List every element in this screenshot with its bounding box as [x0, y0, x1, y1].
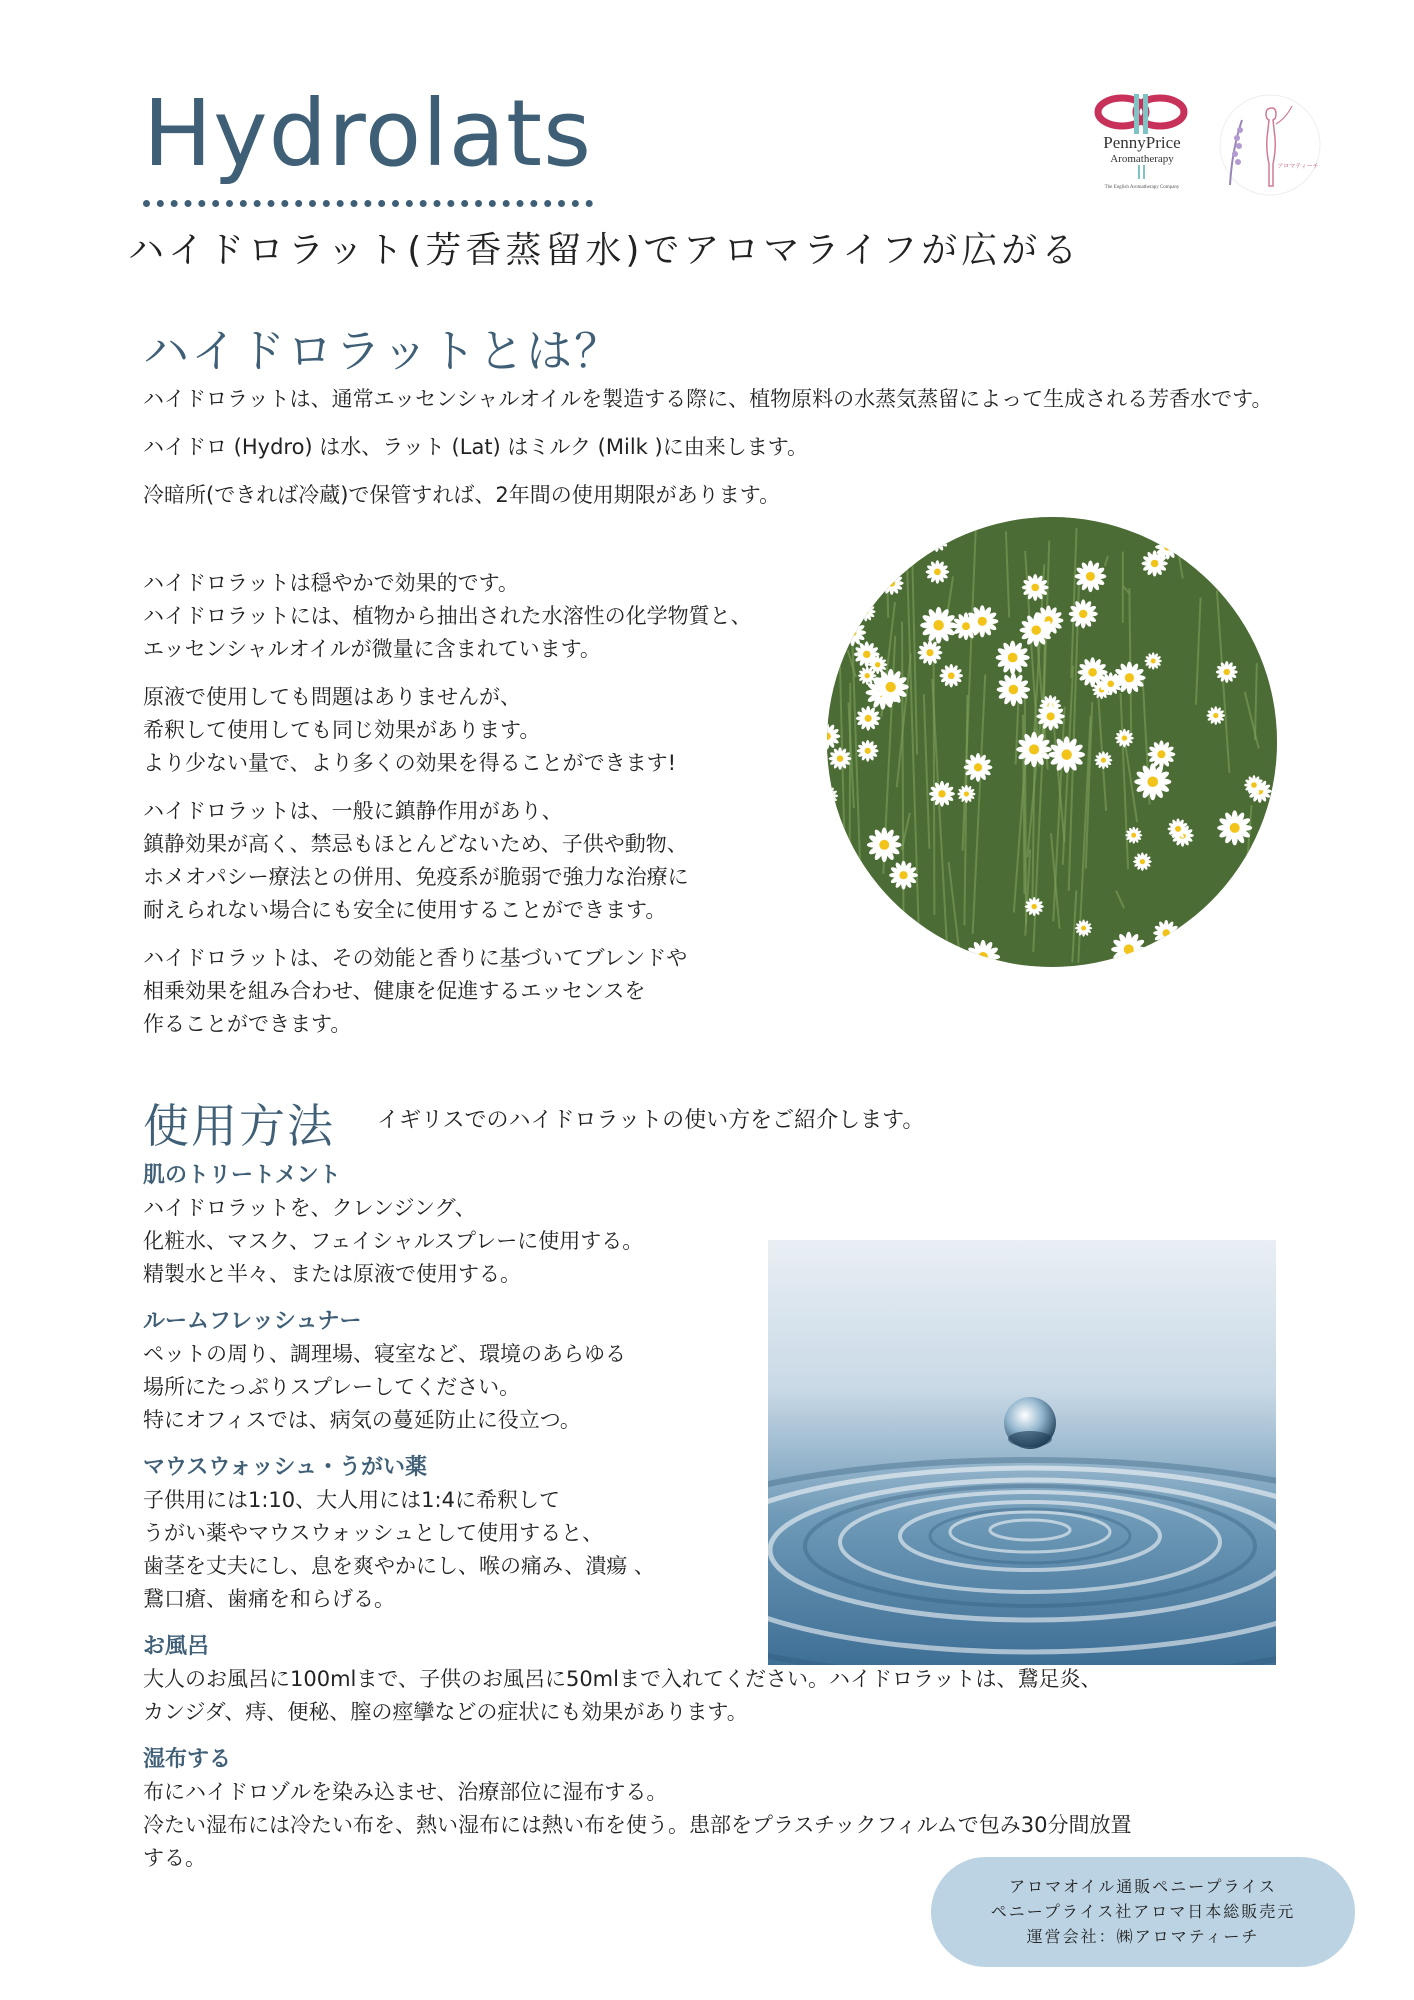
mouthwash-title: マウスウォッシュ・うがい薬 — [143, 1455, 428, 1480]
daisy-flower — [1240, 865, 1265, 890]
daisy-flower — [827, 858, 847, 884]
about-paragraph-2: ハイドロ (Hydro) は水、ラット (Lat) はミルク (Milk )に由来します。 — [143, 435, 809, 459]
page-subtitle: ハイドロラット(芳香蒸留水)でアロマライフが広がる — [128, 230, 1082, 271]
room-freshener-title: ルームフレッシュナー — [143, 1309, 362, 1334]
bath-title: お風呂 — [143, 1634, 210, 1659]
text-line: 精製水と半々、または原液で使用する。 — [143, 1262, 521, 1286]
water-droplet-image — [768, 1240, 1276, 1665]
text-line: 歯茎を丈夫にし、息を爽やかにし、喉の痛み、潰瘍 、 — [143, 1554, 655, 1578]
text-line: ハイドロラットは、一般に鎮静作用があり、 — [143, 799, 563, 823]
daisy-flower — [1214, 931, 1239, 956]
company-line-2: ペニープライス社アロマ日本総販売元 — [990, 1902, 1296, 1921]
text-line: 相乗効果を組み合わせ、健康を促進するエッセンスを — [143, 979, 646, 1003]
text-line: 布にハイドロゾルを染み込ませ、治療部位に湿布する。 — [143, 1780, 668, 1804]
text-line: 耐えられない場合にも安全に使用することができます。 — [143, 898, 667, 922]
about-heading: ハイドロラットとは？ — [143, 324, 623, 378]
text-line: より少ない量で、より多くの効果を得ることができます! — [143, 751, 676, 775]
page-title: Hydrolats — [143, 80, 593, 187]
about-paragraph-1: ハイドロラットは、通常エッセンシャルオイルを製造する際に、植物原料の水蒸気蒸留によって生成される芳香水です。 — [143, 387, 1273, 411]
chamomile-photo — [827, 517, 1277, 967]
usage-heading: 使用方法 — [143, 1099, 335, 1153]
text-line: 冷たい湿布には冷たい布を、熱い湿布には熱い布を使う。患部をプラスチックフィルムで包み30分間放置 — [143, 1813, 1132, 1837]
pennyprice-logo — [1082, 90, 1202, 200]
pennyprice-tagline: The English Aromatherapy Company — [1104, 185, 1180, 190]
daisy-flower — [884, 916, 914, 946]
company-info-badge — [931, 1857, 1355, 1967]
compress-title: 湿布する — [143, 1747, 232, 1772]
bath-text — [143, 1663, 1343, 1729]
text-line: 特にオフィスでは、病気の蔓延防止に役立つ。 — [143, 1408, 581, 1432]
text-line: うがい薬やマウスウォッシュとして使用すると、 — [143, 1521, 604, 1545]
text-line: ホメオパシー療法との併用、免疫系が脆弱で強力な治療に — [143, 865, 689, 889]
title-divider — [143, 200, 593, 207]
text-line: 場所にたっぷりスプレーしてください。 — [143, 1375, 521, 1399]
skin-treatment-title: 肌のトリートメント — [143, 1163, 341, 1188]
text-line: 希釈して使用しても同じ効果があります。 — [143, 718, 541, 742]
aromateach-emblem-icon — [1210, 90, 1330, 200]
about-intro — [143, 383, 1293, 527]
text-line: 原液で使用しても問題はありませんが、 — [143, 685, 521, 709]
text-line: 大人のお風呂に100mlまで、子供のお風呂に50mlまで入れてください。ハイドロラットは、鵞足炎、 — [143, 1667, 1102, 1691]
company-line-3: 運営会社：㈱アロマティーチ — [1026, 1927, 1260, 1946]
aromateach-name: アロマティーチ — [1277, 163, 1319, 170]
text-line: 鵞口瘡、歯痛を和らげる。 — [143, 1587, 395, 1611]
text-line: 子供用には1:10、大人用には1:4に希釈して — [143, 1488, 560, 1512]
daisy-flower — [1244, 858, 1277, 894]
about-paragraph-6 — [143, 795, 823, 927]
text-line: ハイドロラットを、クレンジング、 — [143, 1196, 476, 1220]
about-paragraph-7 — [143, 942, 823, 1041]
text-line: ハイドロラットは穏やかで効果的です。 — [143, 571, 519, 595]
text-line: ハイドロラットには、植物から抽出された水溶性の化学物質と、 — [143, 604, 752, 628]
text-line: ペットの周り、調理場、寝室など、環境のあらゆる — [143, 1342, 626, 1366]
about-paragraph-5 — [143, 681, 823, 780]
daisy-flower — [1258, 882, 1277, 915]
usage-note: イギリスでのハイドロラットの使い方をご紹介します。 — [377, 1108, 925, 1133]
company-line-1: アロマオイル通販ペニープライス — [1009, 1877, 1277, 1896]
text-line: する。 — [143, 1846, 206, 1870]
text-line: ハイドロラットは、その効能と香りに基づいてブレンドや — [143, 946, 688, 970]
about-details — [143, 567, 823, 1056]
aromateach-logo — [1210, 90, 1330, 200]
pennyprice-name: PennyPrice — [1103, 133, 1181, 152]
water-drop-photo — [768, 1240, 1276, 1665]
about-paragraph-3: 冷暗所(できれば冷蔵)で保管すれば、2年間の使用期限があります。 — [143, 483, 781, 507]
about-paragraph-4 — [143, 567, 823, 666]
text-line: カンジダ、痔、便秘、膣の痙攣などの症状にも効果があります。 — [143, 1700, 748, 1724]
pennyprice-sub: Aromatherapy — [1110, 153, 1174, 165]
pennyprice-emblem-icon — [1082, 90, 1202, 200]
text-line: 化粧水、マスク、フェイシャルスプレーに使用する。 — [143, 1229, 644, 1253]
chamomile-flowers-image — [827, 517, 1277, 967]
text-line: 作ることができます。 — [143, 1012, 352, 1036]
text-line: 鎮静効果が高く、禁忌もほとんどないため、子供や動物、 — [143, 832, 688, 856]
daisy-flower — [827, 942, 844, 967]
text-line: エッセンシャルオイルが微量に含まれています。 — [143, 637, 601, 661]
